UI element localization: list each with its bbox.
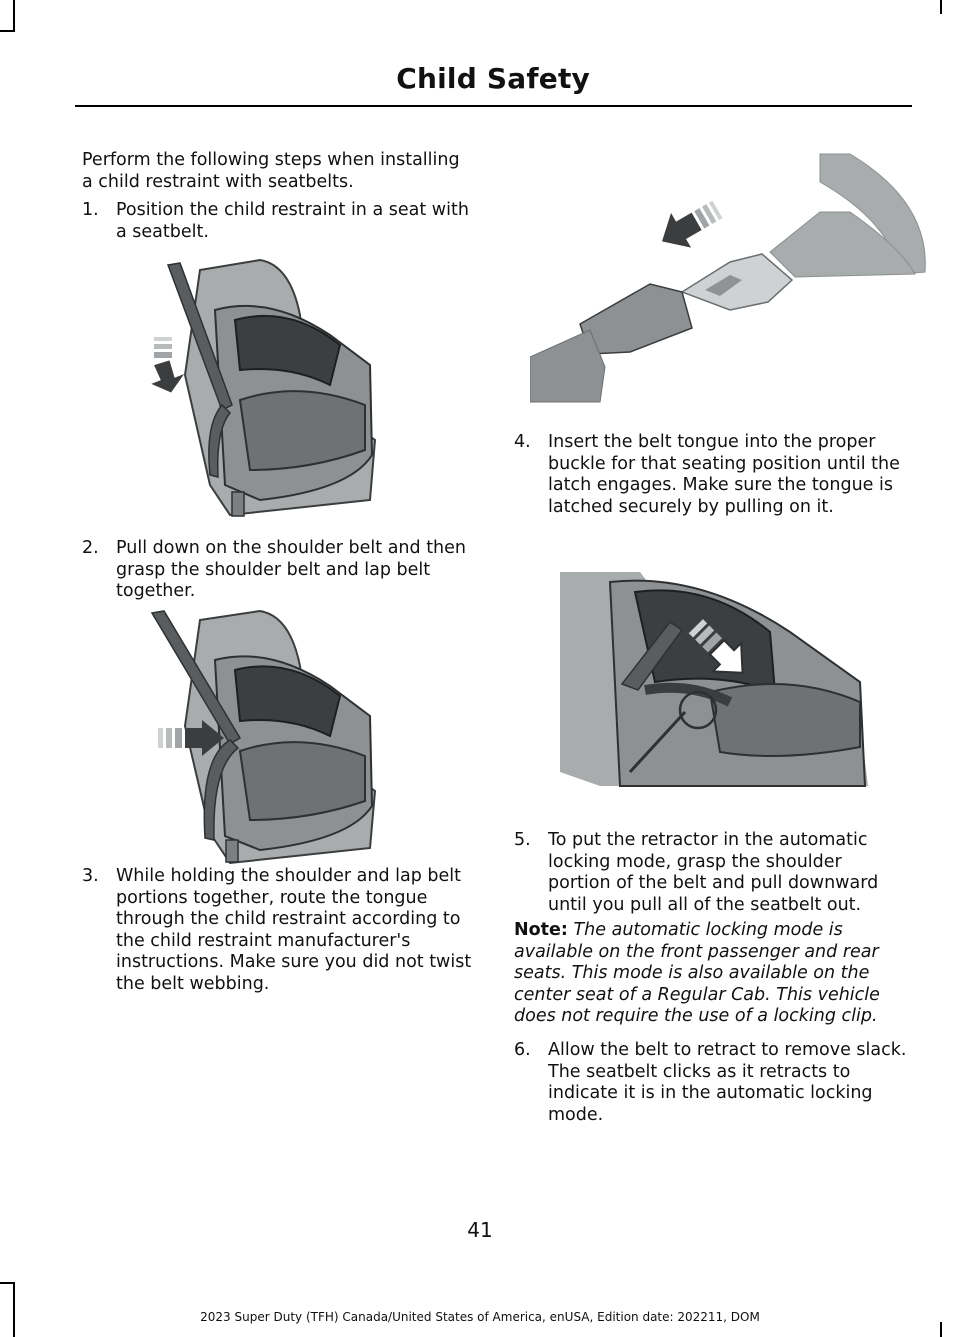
- step-4: [514, 432, 904, 518]
- step-text: Position the child restraint in a seat with a seatbelt.: [116, 200, 469, 242]
- crop-mark: [940, 1322, 942, 1337]
- step-2: [82, 538, 472, 603]
- buckle: [232, 492, 244, 516]
- buckle: [226, 840, 238, 862]
- page-title: Child Safety: [396, 62, 590, 95]
- child-seat-illustration-2: [140, 608, 380, 868]
- step-text: To put the retractor in the automatic locking mode, grasp the shoulder portion of the belt and pull downward until you pull all of the seatbelt out.: [548, 830, 879, 915]
- step-number: 2.: [82, 538, 99, 558]
- step-number: 6.: [514, 1040, 531, 1060]
- footer-text: 2023 Super Duty (TFH) Canada/United States of America, enUSA, Edition date: 202211, DOM: [200, 1310, 760, 1324]
- crop-mark: [940, 0, 942, 14]
- step-number: 1.: [82, 200, 99, 220]
- belt-buckle-illustration: [530, 152, 930, 404]
- child-seat-closeup-illustration: [560, 572, 870, 788]
- crop-mark: [0, 1282, 15, 1284]
- step-text: Insert the belt tongue into the proper buckle for that seating position until the latch engages. Make sure the tongue is latched securely by pulling on it.: [548, 432, 900, 517]
- step-6: [514, 1040, 909, 1126]
- crop-mark: [13, 0, 15, 32]
- crop-mark: [0, 30, 15, 32]
- step-1: [82, 200, 472, 243]
- page-number: 41: [467, 1218, 493, 1242]
- child-seat-illustration-1: [140, 255, 380, 520]
- arrow-left-icon: [652, 192, 727, 259]
- step-5: [514, 830, 909, 916]
- step-number: 5.: [514, 830, 531, 850]
- buckle-housing: [580, 284, 692, 354]
- intro-text: Perform the following steps when installing a child restraint with seatbelts.: [82, 150, 460, 192]
- step-number: 3.: [82, 866, 99, 886]
- header-rule: [75, 105, 912, 107]
- note-text: The automatic locking mode is available on the front passenger and rear seats. This mode is also available on the center seat of a Regular Cab. This vehicle does not require the use of a locking clip.: [514, 920, 880, 1027]
- buckle-strap: [530, 330, 605, 402]
- note-label: Note:: [514, 920, 568, 940]
- child-seat-cushion: [710, 684, 860, 756]
- note: [514, 920, 906, 1028]
- step-text: Pull down on the shoulder belt and then grasp the shoulder belt and lap belt together.: [116, 538, 467, 602]
- step-number: 4.: [514, 432, 531, 452]
- arrow-down-icon: [148, 337, 187, 396]
- step-text: While holding the shoulder and lap belt portions together, route the tongue through the child restraint according to the child restraint manufacturer's instructions. Make sure you did not twist the belt webbing.: [116, 866, 472, 994]
- step-text: Allow the belt to retract to remove slack. The seatbelt clicks as it retracts to indicate it is in the automatic locking mode.: [548, 1040, 907, 1125]
- step-3: [82, 866, 477, 996]
